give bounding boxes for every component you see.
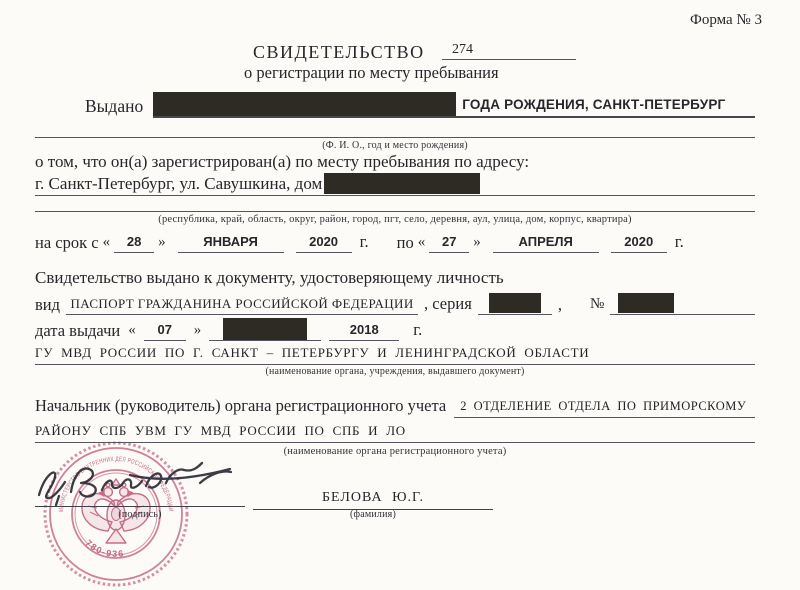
fio-caption: (Ф. И. О., год и место рождения) [322, 140, 468, 151]
period-from-month: ЯНВАРЯ [178, 234, 284, 253]
comma: , [557, 295, 562, 314]
address-rule [35, 211, 755, 212]
period-from-day: 28 [114, 234, 154, 253]
period-to-day: 27 [429, 234, 469, 253]
period-row [35, 232, 757, 253]
issuing-authority-caption: (наименование органа, учреждения, выдавшего документ) [265, 366, 525, 377]
issuing-authority-name: ГУ МВД РОССИИ ПО Г. САНКТ – ПЕТЕРБУРГУ И ЛЕНИНГРАДСКОЙ ОБЛАСТИ [35, 345, 755, 365]
issue-date-row [35, 318, 422, 341]
page-subtitle: о регистрации по месту пребывания [244, 63, 499, 82]
registration-authority-caption: (наименование органа регистрационного учета) [283, 446, 507, 457]
period-to-month: АПРЕЛЯ [493, 234, 599, 253]
address-caption: (республика, край, область, округ, район, город, пгт, село, деревня, аул, улица, дом, корпус, квартира) [158, 214, 632, 225]
form-number: Форма № 3 [690, 12, 762, 28]
year-suffix: г. [359, 232, 369, 251]
surname-value: БЕЛОВА Ю.Г. [253, 480, 493, 510]
quote-close: » [473, 234, 481, 250]
redaction-bar-house [324, 173, 480, 194]
surname-caption: (фамилия) [350, 509, 396, 520]
redaction-bar-series [489, 293, 541, 313]
series-label: , серия [424, 294, 472, 313]
issued-fill-line [153, 92, 755, 118]
address-value: г. Санкт-Петербург, ул. Савушкина, дом [35, 174, 323, 193]
stamp-code: 780-936 [83, 537, 126, 559]
type-label: вид [35, 295, 61, 314]
issue-day: 07 [144, 322, 186, 341]
issued-row [85, 92, 755, 118]
number-label: № [589, 296, 605, 312]
quote-open: « [417, 234, 426, 250]
document-intro: Свидетельство выдано к документу, удостоверяющему личность [35, 268, 504, 287]
issued-value: ГОДА РОЖДЕНИЯ, САНКТ-ПЕТЕРБУРГ [462, 97, 726, 112]
signature-caption: (подпись) [118, 509, 162, 520]
series-cell [478, 293, 552, 315]
page-title: СВИДЕТЕЛЬСТВО [253, 42, 425, 62]
redaction-bar-month [223, 318, 307, 340]
quote-open: « [128, 322, 136, 338]
period-from-year: 2020 [296, 234, 352, 253]
redaction-bar-name [153, 92, 456, 116]
issue-year: 2018 [329, 322, 399, 341]
chief-label: Начальник (руководитель) органа регистрационного учета [35, 396, 447, 415]
quote-close: » [158, 234, 166, 250]
period-label: на срок с [35, 233, 99, 252]
document-type-row [35, 293, 755, 315]
handwritten-signature [34, 461, 248, 509]
year-suffix: г. [674, 232, 684, 251]
redaction-bar-number [618, 293, 674, 313]
issue-month-cell [209, 318, 321, 341]
certificate-number: 274 [442, 40, 576, 60]
statement-line: о том, что он(а) зарегистрирован(а) по месту пребывания по адресу: [35, 152, 530, 171]
period-to-label: по [396, 233, 414, 252]
issue-date-label: дата выдачи [35, 321, 121, 340]
quote-close: » [193, 322, 202, 338]
address-row [35, 173, 755, 196]
quote-open: « [102, 234, 111, 250]
document-type-value: ПАСПОРТ ГРАЖДАНИНА РОССИЙСКОЙ ФЕДЕРАЦИИ [66, 296, 418, 315]
authority-value-line1: 2 ОТДЕЛЕНИЕ ОТДЕЛА ПО ПРИМОРСКОМУ [454, 399, 755, 418]
number-cell [610, 293, 755, 315]
fio-rule [35, 137, 755, 138]
stamp-ring-text: МИНИСТЕРСТВО ВНУТРЕННИХ ДЕЛ РОССИЙСКОЙ ФЕДЕРАЦИИ [58, 455, 175, 514]
issued-label: Выдано [85, 96, 144, 116]
period-to-year: 2020 [611, 234, 667, 253]
registration-authority-row [35, 396, 755, 418]
authority-value-line2: РАЙОНУ СПБ УВМ ГУ МВД РОССИИ ПО СПБ И ЛО [35, 423, 755, 443]
year-suffix: г. [413, 320, 423, 339]
